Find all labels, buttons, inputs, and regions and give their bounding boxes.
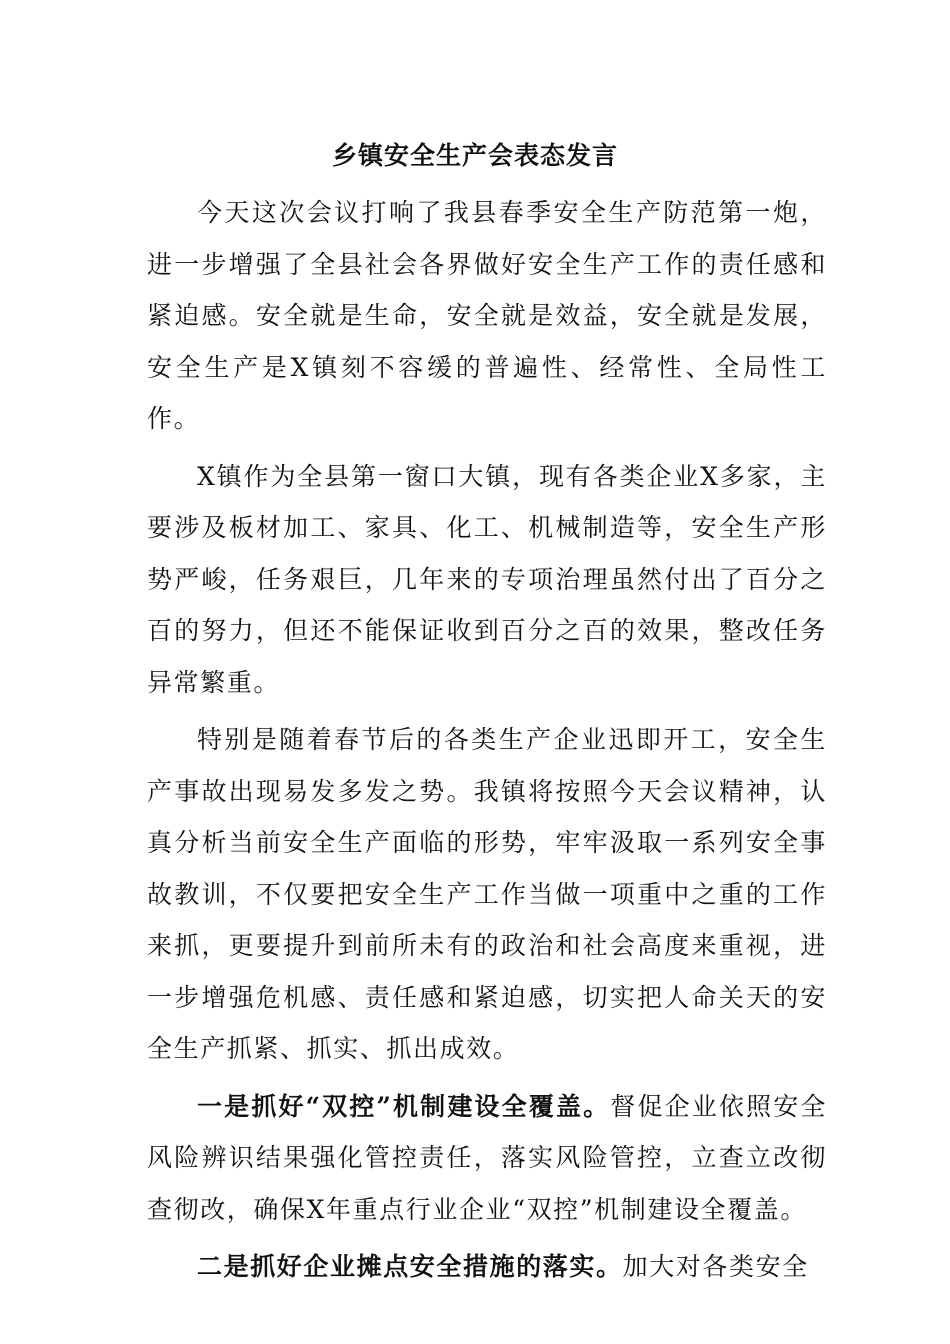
- paragraph-text: 特别是随着春节后的各类生产企业迅即开工，安全生产事故出现易发多发之势。我镇将按照今天会议精神，认真分析当前安全生产面临的形势，牢牢汲取一系列安全事故教训，不仅要把安全生产工作当做一项重中之重的工作来抓，更要提升到前所未有的政治和社会高度来重视，进一步增强危机感、责任感和紧迫感，切实把人命关天的安全生产抓紧、抓实、抓出成效。: [147, 725, 827, 1063]
- paragraph-4: [147, 1081, 827, 1236]
- paragraph-text: 加大对各类安全: [622, 1252, 809, 1281]
- paragraph-lead-heading: 二是抓好企业摊点安全措施的落实。: [197, 1252, 623, 1281]
- paragraph-3: [147, 714, 827, 1075]
- paragraph-5: [147, 1241, 827, 1293]
- paragraph-2: [147, 451, 827, 709]
- paragraph-1: [147, 187, 827, 445]
- paragraph-text: 督促企业依照安全风险辨识结果强化管控责任，落实风险管控，立查立改彻查彻改，确保X年重点行业企业“双控”机制建设全覆盖。: [147, 1091, 827, 1224]
- paragraph-text: X镇作为全县第一窗口大镇，现有各类企业X多家，主要涉及板材加工、家具、化工、机械制造等，安全生产形势严峻，任务艰巨，几年来的专项治理虽然付出了百分之百的努力，但还不能保证收到百分之百的效果，整改任务异常繁重。: [147, 461, 827, 697]
- paragraph-text: 今天这次会议打响了我县春季安全生产防范第一炮，进一步增强了全县社会各界做好安全生产工作的责任感和紧迫感。安全就是生命，安全就是效益，安全就是发展，安全生产是X镇刻不容缓的普遍性、经常性、全局性工作。: [147, 198, 827, 433]
- document-title: 乡镇安全生产会表态发言: [331, 141, 618, 170]
- document-body: [147, 187, 827, 1293]
- paragraph-lead-heading: 一是抓好“双控”机制建设全覆盖。: [197, 1091, 611, 1121]
